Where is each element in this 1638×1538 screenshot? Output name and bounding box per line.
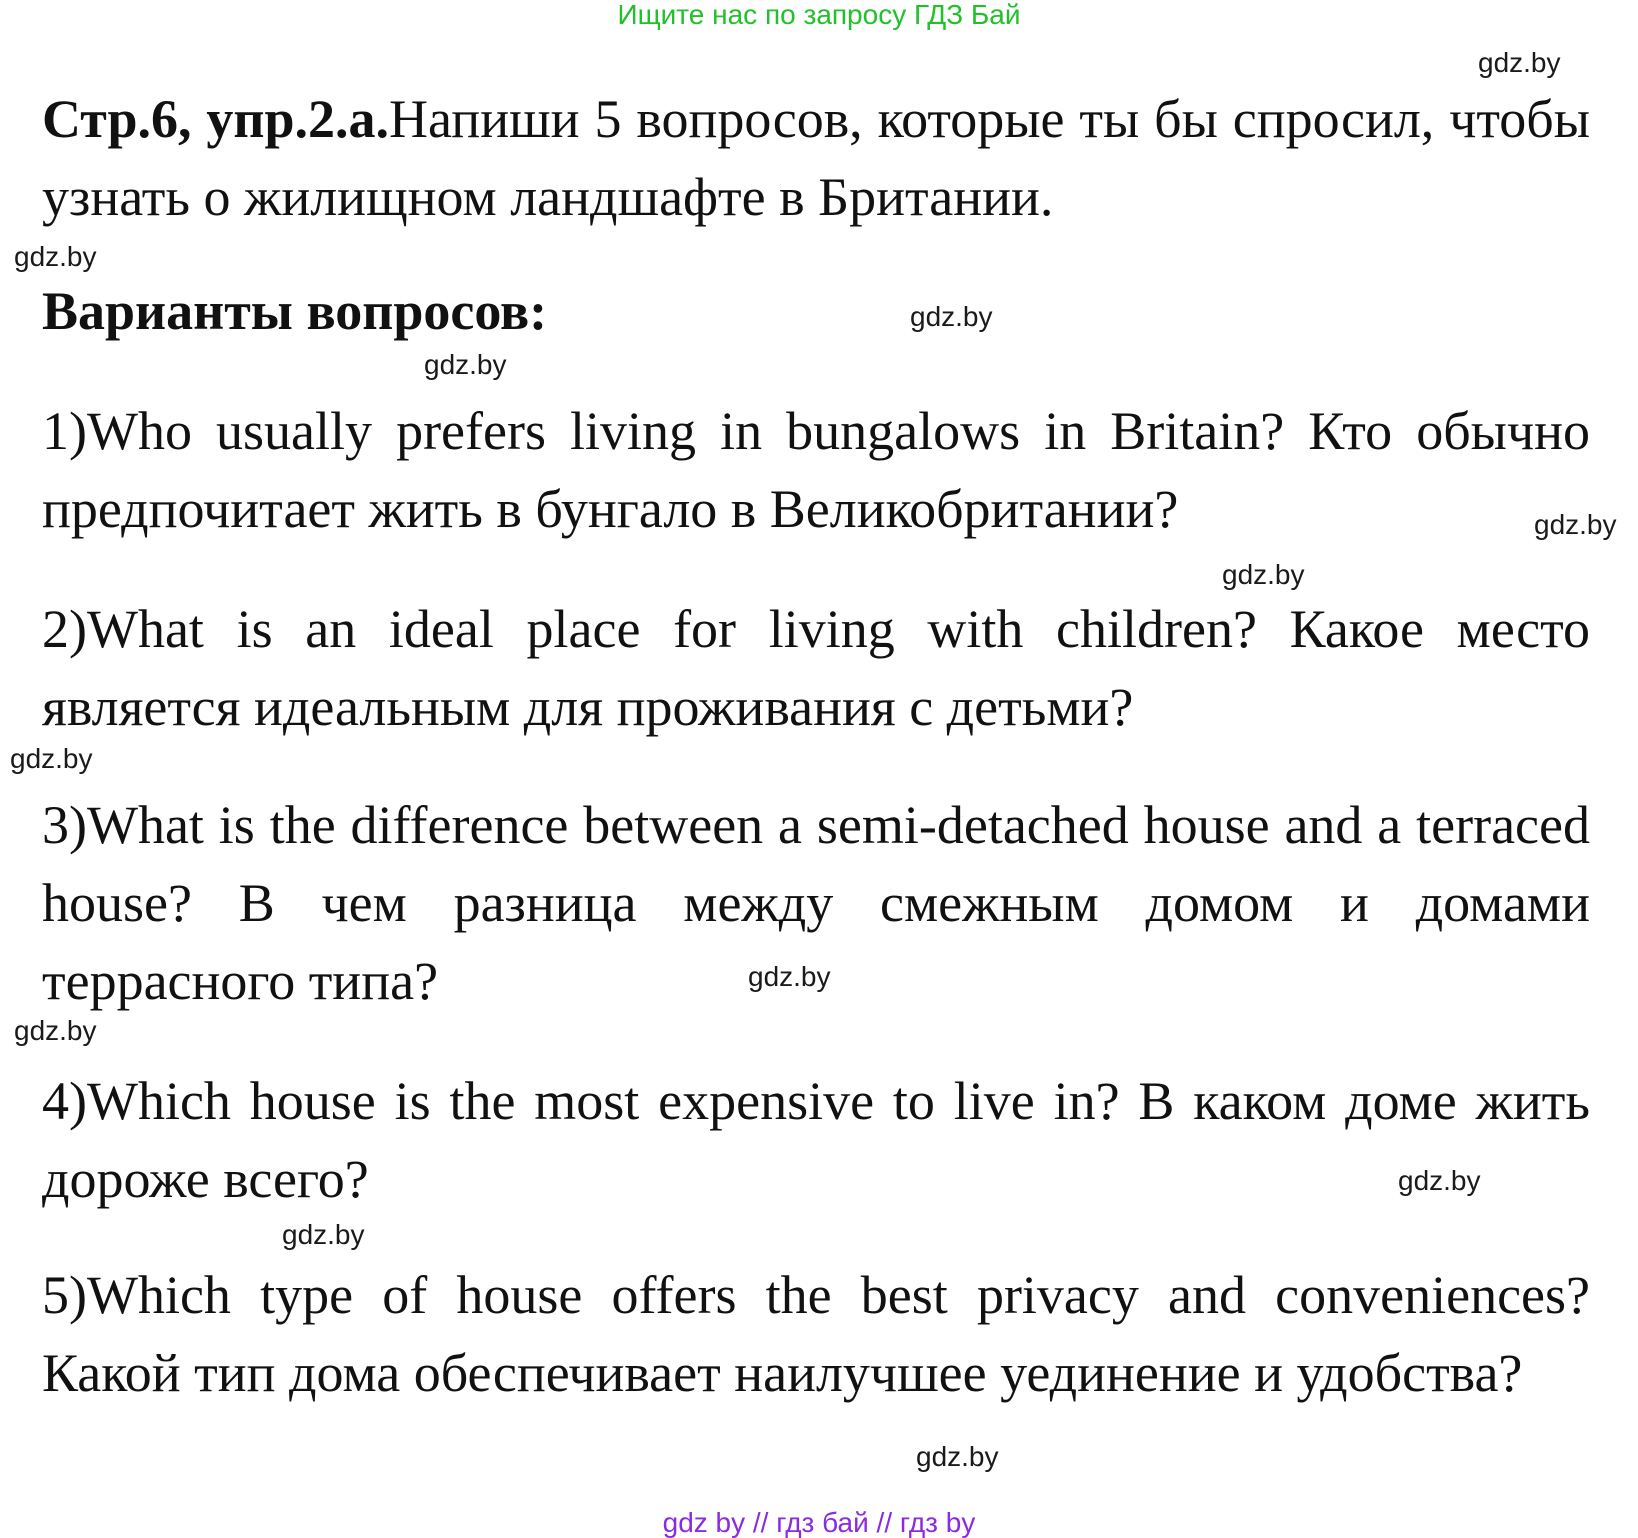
watermark: gdz.by xyxy=(1478,47,1561,78)
section-title: Варианты вопросов: xyxy=(42,281,548,341)
exercise-heading xyxy=(42,80,1590,236)
question-5: 5)Which type of house offers the best privacy and conveniences? Какой тип дома обеспечивает наилучшее уединение и удобства? xyxy=(42,1265,1590,1403)
watermark: gdz.by xyxy=(14,241,97,272)
question-3: 3)What is the difference between a semi-detached house and a terraced house? В чем разница между смежным домом и домами террасного типа? xyxy=(42,795,1590,1011)
watermark: gdz.by xyxy=(282,1219,365,1250)
watermark: gdz.by xyxy=(1222,559,1305,590)
watermark: gdz.by xyxy=(424,349,507,380)
top-banner: Ищите нас по запросу ГДЗ Бай xyxy=(617,0,1021,30)
watermark: gdz.by xyxy=(1534,509,1617,540)
exercise-task: Напиши 5 вопросов, которые ты бы спросил, чтобы узнать о жилищном ландшафте в Британии. xyxy=(42,89,1590,227)
watermark: gdz.by xyxy=(748,961,831,992)
footer-links: gdz by // гдз бай // гдз by xyxy=(662,1507,976,1538)
question-2: 2)What is an ideal place for living with children? Какое место является идеальным для проживания с детьми? xyxy=(42,599,1590,737)
question-4: 4)Which house is the most expensive to live in? В каком доме жить дороже всего? xyxy=(42,1071,1590,1209)
watermark: gdz.by xyxy=(910,301,993,332)
watermark: gdz.by xyxy=(1398,1165,1481,1196)
watermark: gdz.by xyxy=(10,743,93,774)
question-1: 1)Who usually prefers living in bungalows in Britain? Кто обычно предпочитает жить в бунгало в Великобритании? xyxy=(42,401,1590,539)
watermark: gdz.by xyxy=(916,1441,999,1472)
exercise-label: Стр.6, упр.2.а. xyxy=(42,89,390,149)
watermark: gdz.by xyxy=(14,1015,97,1046)
